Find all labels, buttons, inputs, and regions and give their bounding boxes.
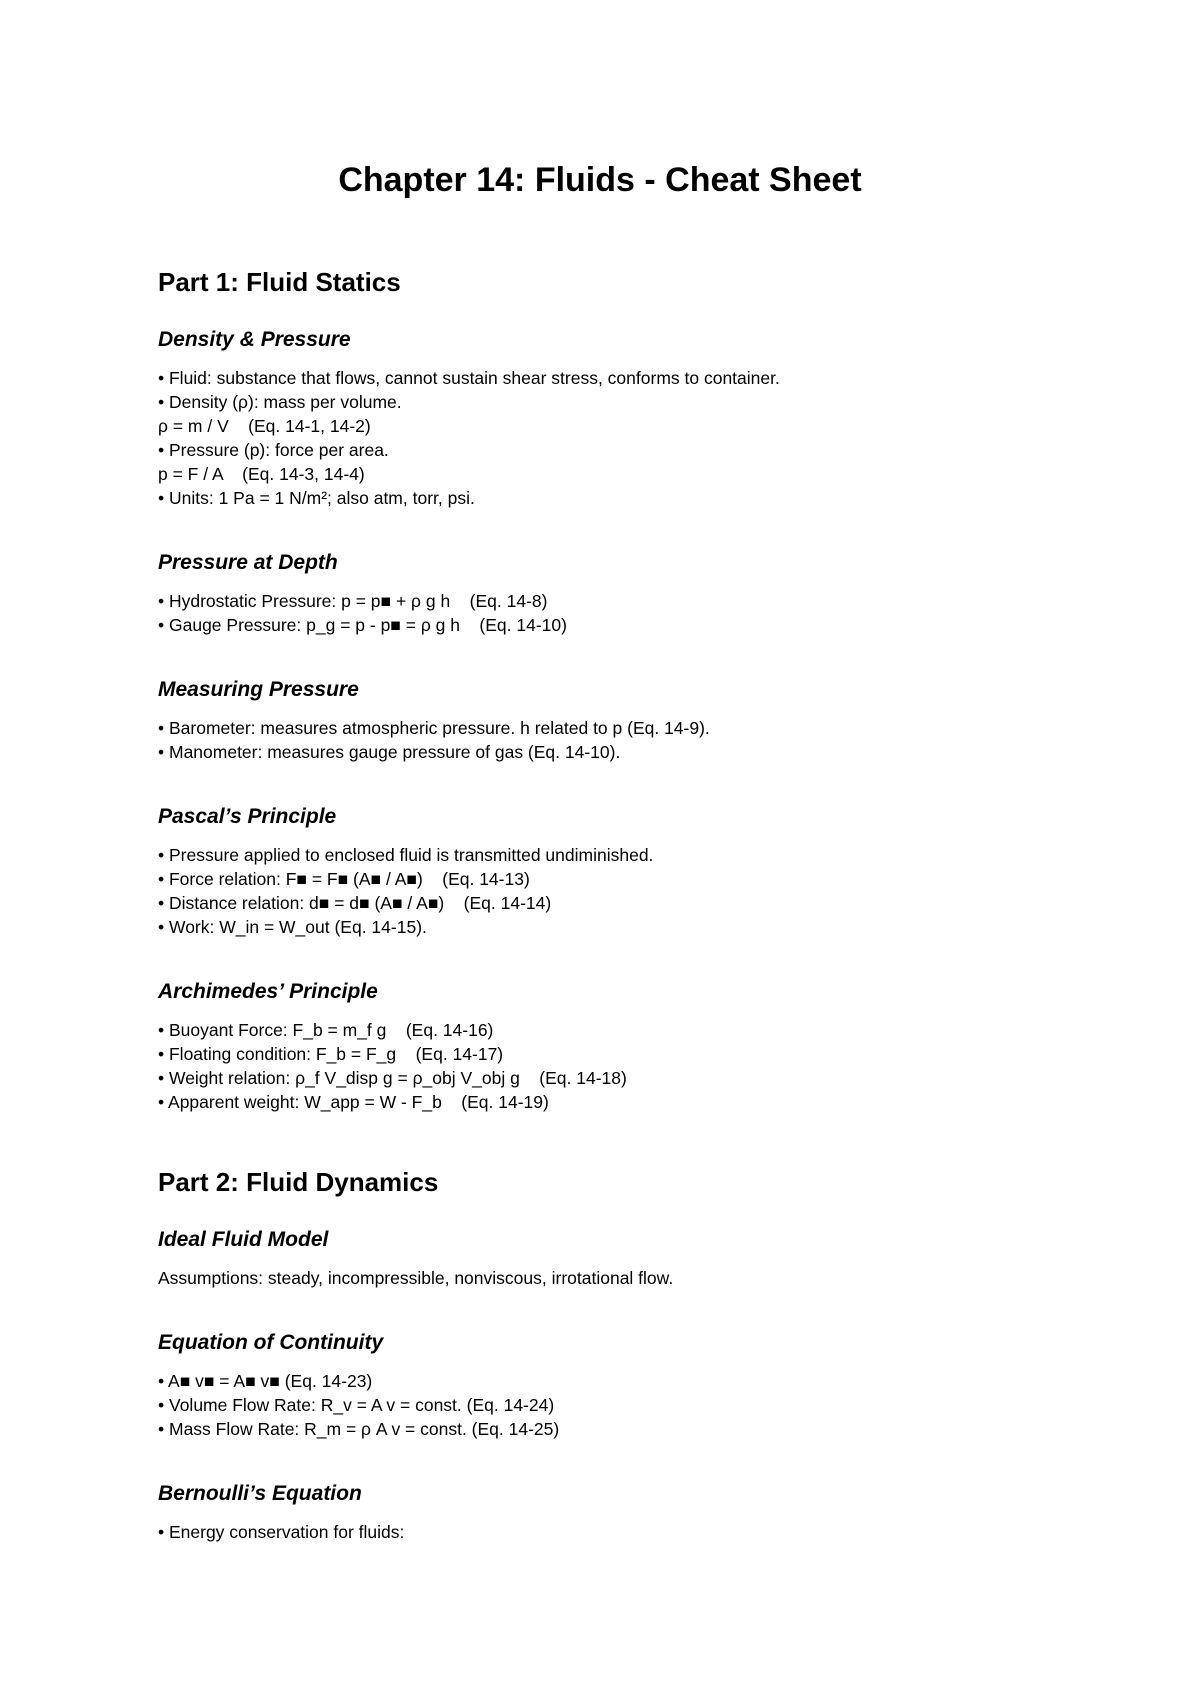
section-heading: Archimedes’ Principle bbox=[158, 980, 378, 1003]
text-line: • Density (ρ): mass per volume. bbox=[158, 392, 402, 412]
text-line: p = F / A (Eq. 14-3, 14-4) bbox=[158, 464, 365, 484]
text-line: Assumptions: steady, incompressible, nonviscous, irrotational flow. bbox=[158, 1268, 674, 1288]
text-line: • Units: 1 Pa = 1 N/m²; also atm, torr, psi. bbox=[158, 488, 475, 508]
text-line: • Fluid: substance that flows, cannot sustain shear stress, conforms to container. bbox=[158, 368, 780, 388]
document-page bbox=[158, 158, 1058, 1544]
text-line: • Manometer: measures gauge pressure of gas (Eq. 14-10). bbox=[158, 742, 621, 762]
text-line: • Mass Flow Rate: R_m = ρ A v = const. (Eq. 14-25) bbox=[158, 1419, 560, 1439]
section-heading: Ideal Fluid Model bbox=[158, 1228, 329, 1251]
page-title: Chapter 14: Fluids - Cheat Sheet bbox=[338, 161, 862, 199]
text-line: • Pressure (p): force per area. bbox=[158, 440, 389, 460]
section bbox=[158, 548, 1058, 637]
text-line: • Force relation: F■ = F■ (A■ / A■) (Eq. 14-13) bbox=[158, 869, 530, 889]
section bbox=[158, 675, 1058, 764]
section bbox=[158, 1328, 1058, 1441]
section bbox=[158, 977, 1058, 1114]
section bbox=[158, 1225, 1058, 1290]
text-line: • Work: W_in = W_out (Eq. 14-15). bbox=[158, 917, 427, 937]
text-line: • Distance relation: d■ = d■ (A■ / A■) (Eq. 14-14) bbox=[158, 893, 552, 913]
section bbox=[158, 802, 1058, 939]
text-line: • Floating condition: F_b = F_g (Eq. 14-17) bbox=[158, 1044, 504, 1064]
section-heading: Equation of Continuity bbox=[158, 1331, 384, 1354]
text-line: • Gauge Pressure: p_g = p - p■ = ρ g h (Eq. 14-10) bbox=[158, 615, 567, 635]
section bbox=[158, 325, 1058, 510]
text-line: • A■ v■ = A■ v■ (Eq. 14-23) bbox=[158, 1371, 373, 1391]
text-line: ρ = m / V (Eq. 14-1, 14-2) bbox=[158, 416, 371, 436]
section-heading: Pascal’s Principle bbox=[158, 805, 337, 828]
section-heading: Measuring Pressure bbox=[158, 678, 359, 701]
section-heading: Density & Pressure bbox=[158, 328, 351, 351]
text-line: • Pressure applied to enclosed fluid is transmitted undiminished. bbox=[158, 845, 654, 865]
text-line: • Buoyant Force: F_b = m_f g (Eq. 14-16) bbox=[158, 1020, 494, 1040]
text-line: • Hydrostatic Pressure: p = p■ + ρ g h (Eq. 14-8) bbox=[158, 591, 548, 611]
text-line: • Volume Flow Rate: R_v = A v = const. (Eq. 14-24) bbox=[158, 1395, 555, 1415]
section-heading: Pressure at Depth bbox=[158, 551, 338, 574]
part-heading: Part 2: Fluid Dynamics bbox=[158, 1167, 439, 1197]
part-heading: Part 1: Fluid Statics bbox=[158, 267, 401, 297]
text-line: • Energy conservation for fluids: bbox=[158, 1522, 405, 1542]
text-line: • Weight relation: ρ_f V_disp g = ρ_obj V_obj g (Eq. 14-18) bbox=[158, 1068, 627, 1088]
section bbox=[158, 1479, 1058, 1544]
text-line: • Barometer: measures atmospheric pressure. h related to p (Eq. 14-9). bbox=[158, 718, 710, 738]
section-heading: Bernoulli’s Equation bbox=[158, 1482, 362, 1505]
text-line: • Apparent weight: W_app = W - F_b (Eq. 14-19) bbox=[158, 1092, 549, 1112]
